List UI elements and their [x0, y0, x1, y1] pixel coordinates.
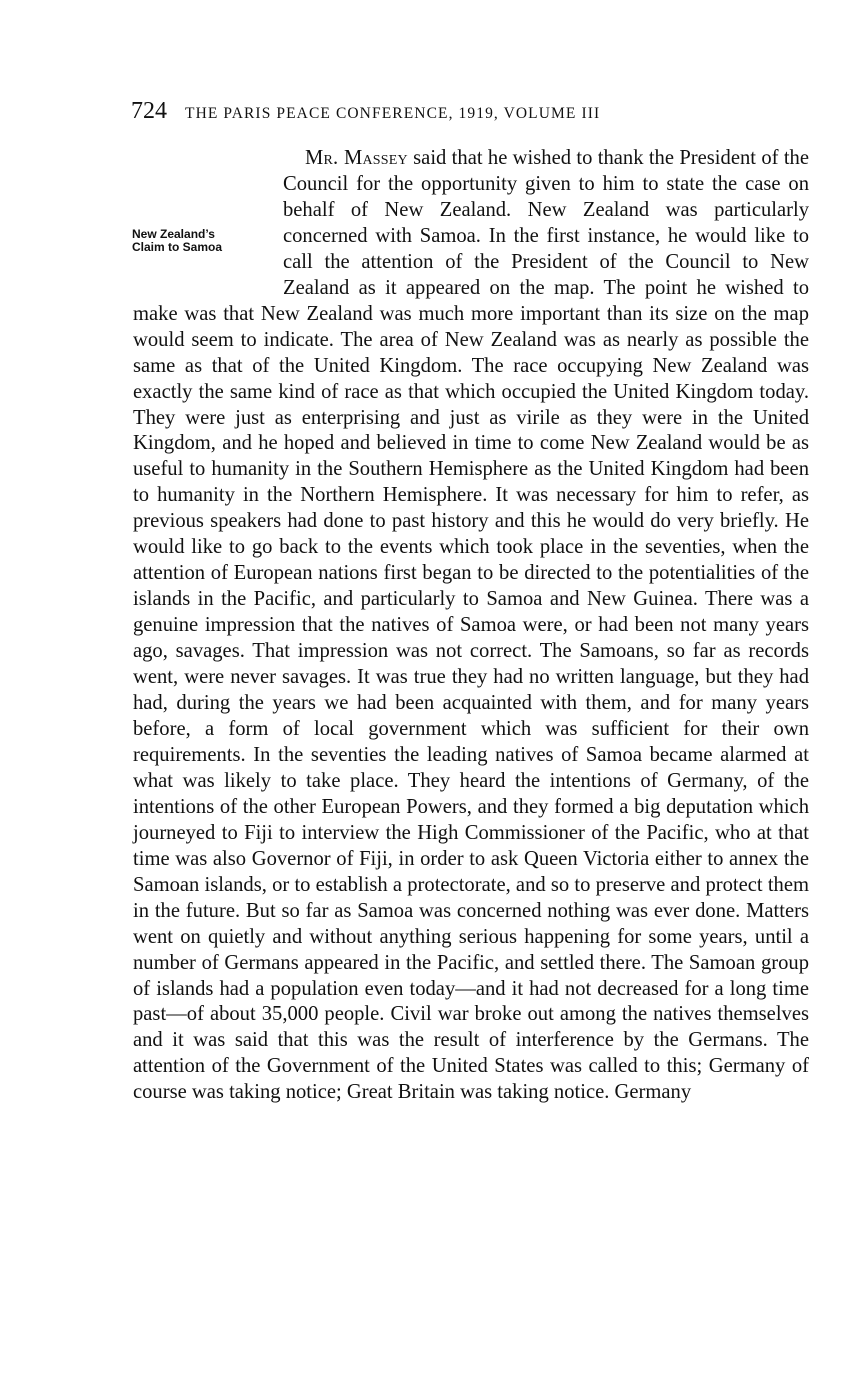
running-head: THE PARIS PEACE CONFERENCE, 1919, VOLUME III — [185, 105, 601, 122]
speaker-name: Mr. Massey — [305, 147, 408, 169]
page-header — [131, 98, 811, 134]
body-text — [133, 146, 809, 1106]
page-number: 724 — [131, 98, 167, 124]
margin-note-gap — [133, 198, 283, 276]
margin-note-line-1: New Zealand’s — [132, 227, 215, 241]
paragraph-text: said that he wished to thank the President of the Council for the opportunity given to him to state the case on behalf of New Zealand. New Zealand was particularly concerned with Samoa. In the first instance, he would like to call the attention of the President of the Council to New Zealand as it appeared on the map. The point he wished to make was that New Zealand was much more important than its size on the map would seem to indicate. The area of New Zealand was as nearly as possible the same as that of the United Kingdom. The race occupying New Zealand was exactly the same kind of race as that which occupied the United Kingdom today. They were just as enterprising and just as virile as they were in the United Kingdom, and he hoped and believed in time to come New Zealand would be as useful to humanity in the Southern Hemisphere as the United Kingdom had been to humanity in the Northern Hemisphere. It was necessary for him to refer, as previous speakers had done to past history and this he would do very briefly. He would like to go back to the events which took place in the seventies, when the attention of European nations first began to be directed to the potentialities of the islands in the Pacific, and particularly to Samoa and New Guinea. There was a genuine impression that the natives of Samoa were, or had been not many years ago, savages. That impression was not correct. The Samoans, so far as records went, were never savages. It was true they had no written language, but they had had, during the years we had been acquainted with them, and for many years before, a form of local government which was sufficient for their own requirements. In the seventies the leading natives of Samoa became alarmed at what was likely to take place. They heard the intentions of Germany, of the intentions of the other European Powers, and they formed a big deputation which journeyed to Fiji to interview the High Commissioner of the Pacific, who at that time was also Governor of Fiji, in order to ask Queen Victoria either to annex the Samoan islands, or to establish a protectorate, and so to preserve and protect them in the future. But so far as Samoa was concerned nothing was ever done. Matters went on quietly and without anything serious happening for some years, until a number of Germans appeared in the Pacific, and settled there. The Samoan group of islands had a population even today—and it had not decreased for a long time past—of about 35,000 people. Civil war broke out among the natives themselves and it was said that this was the result of interference by the Germans. The attention of the Government of the United States was called to this; Germany of course was taking notice; Great Britain was taking notice. Germany — [133, 147, 809, 1104]
paragraph — [133, 146, 809, 1106]
margin-note-line-2: Claim to Samoa — [132, 239, 223, 254]
